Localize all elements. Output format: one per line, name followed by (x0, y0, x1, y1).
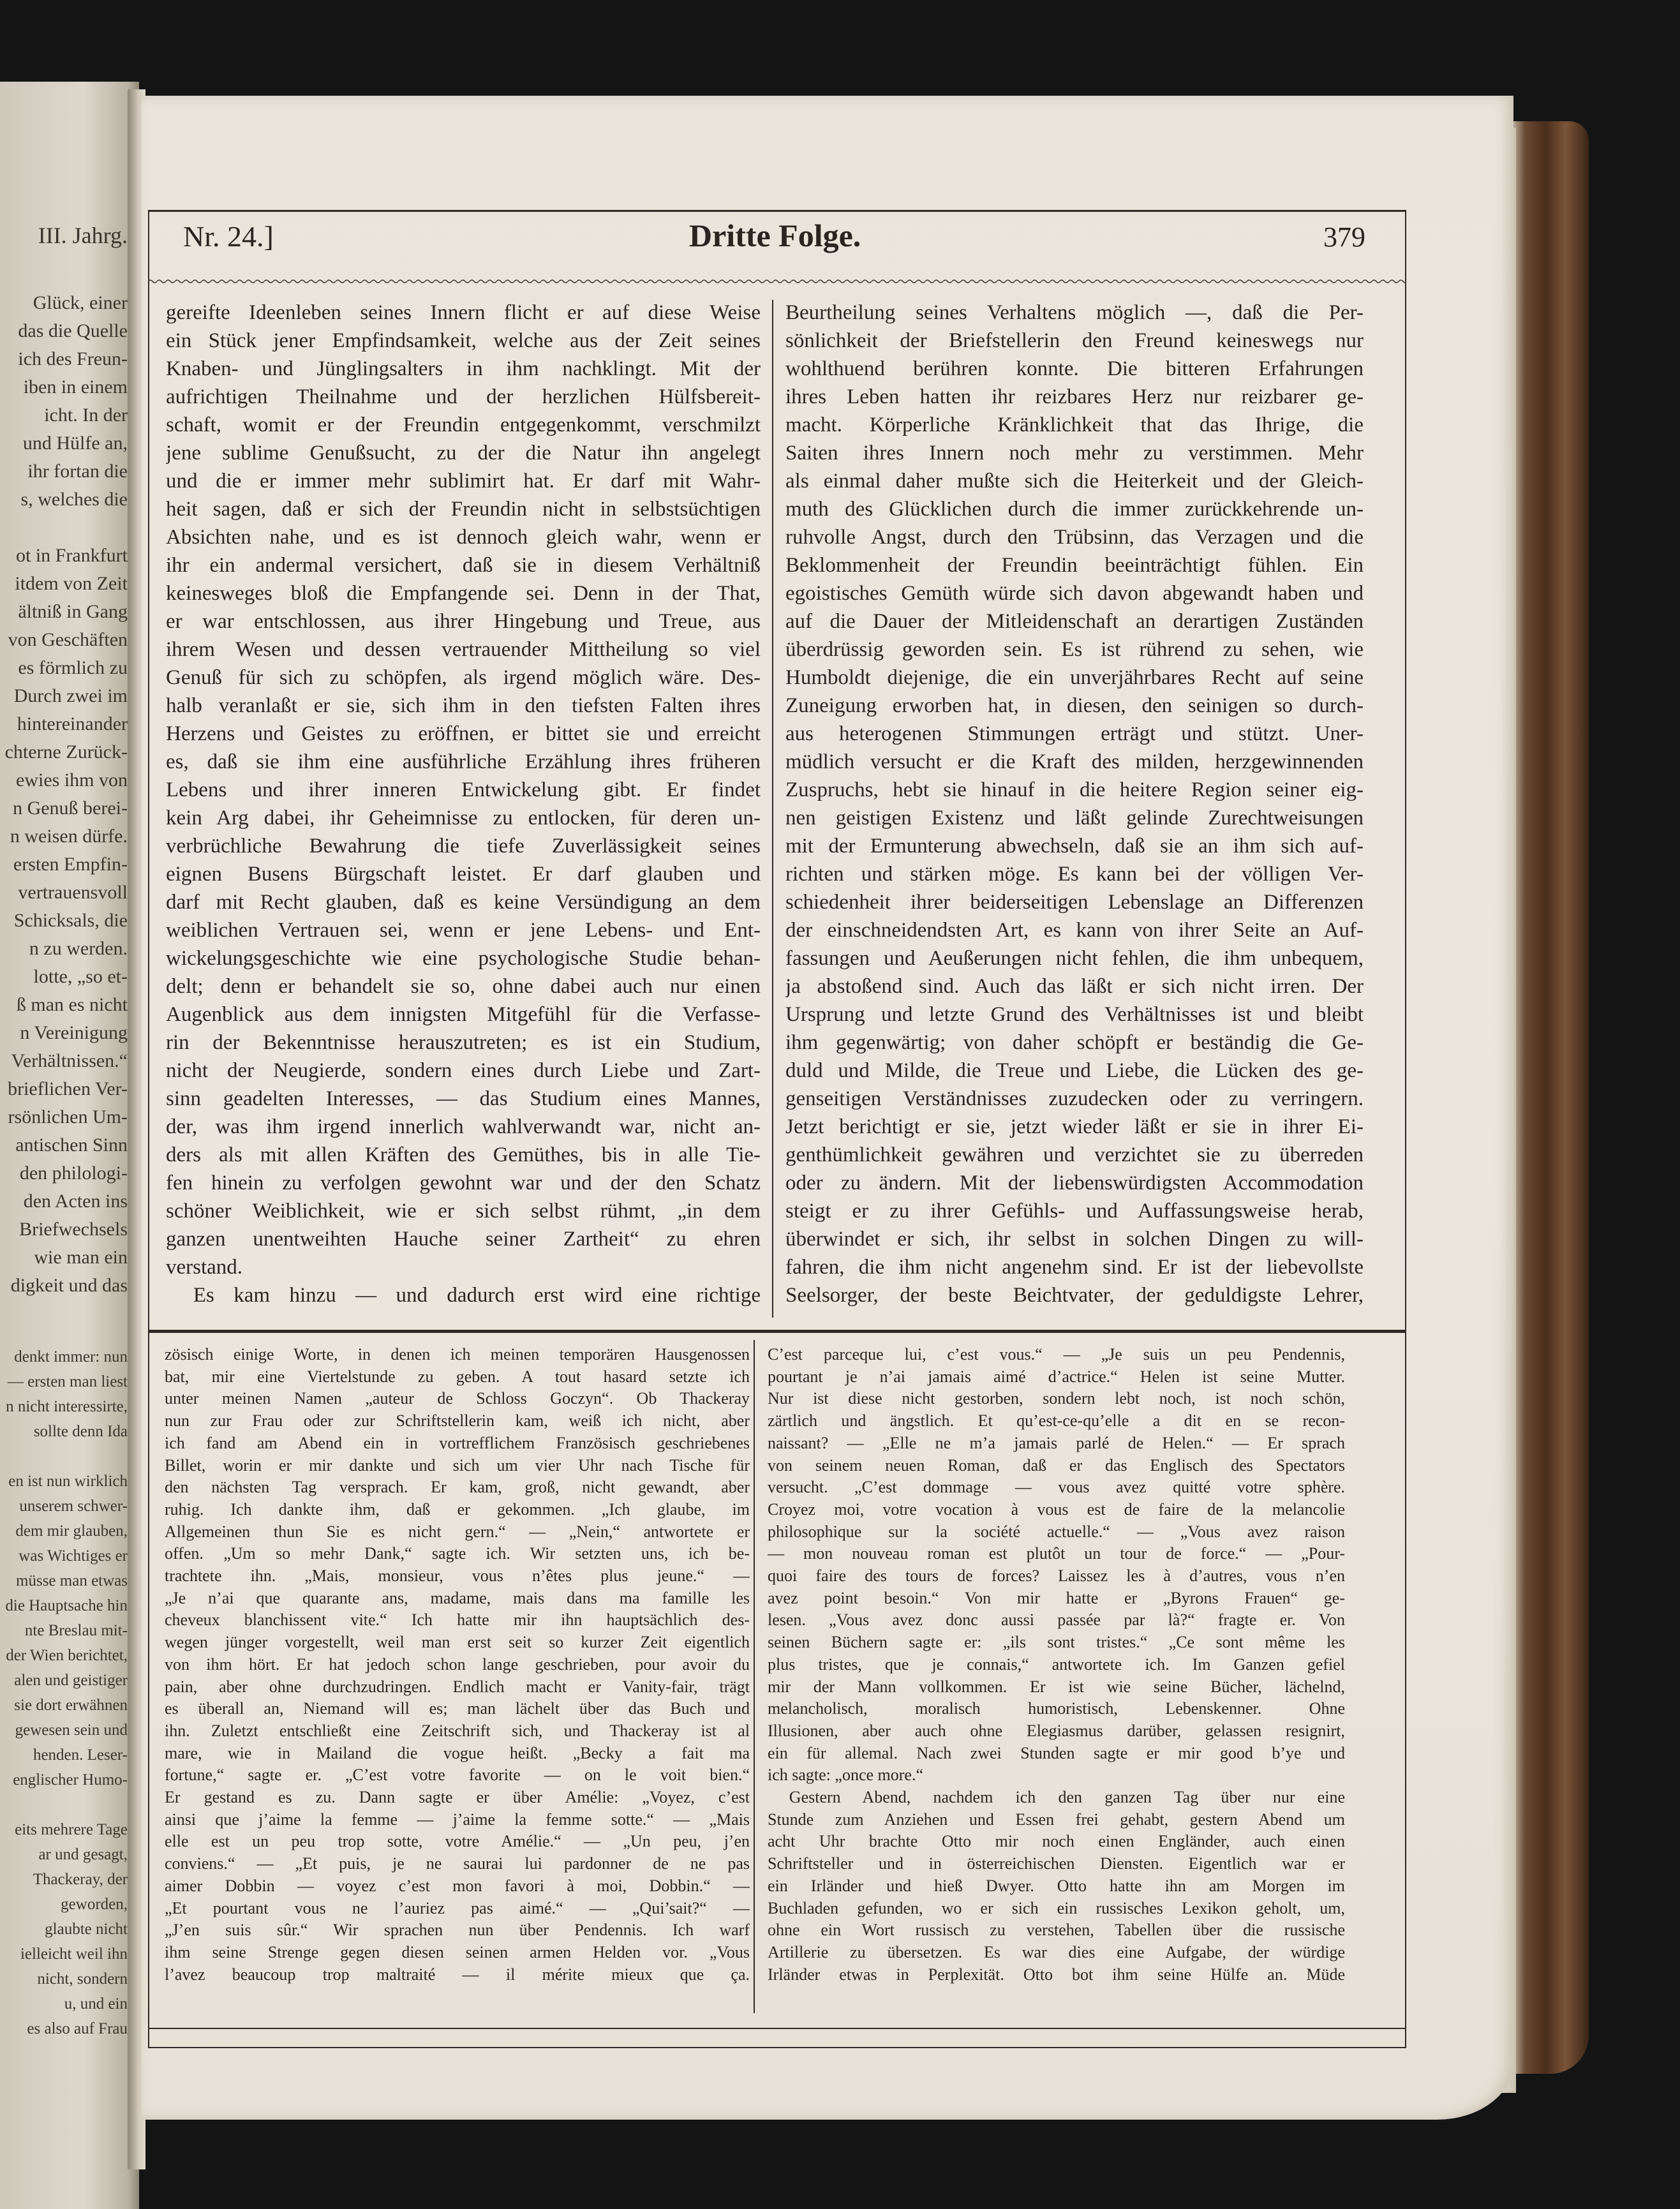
text-line: cheveux blanchissent vite.“ Ich hatte mir ihn hauptsächlich des- (165, 1610, 750, 1630)
text-line: mare, wie in Mailand die vogue heißt. „Becky a fait ma (165, 1743, 750, 1762)
facing-page-line: ar und gesagt, (38, 1846, 128, 1863)
text-line: Es kam hinzu — und dadurch erst wird eine richtige (193, 1284, 761, 1307)
page-number: 379 (1323, 221, 1365, 253)
facing-page-line: was Wichtiges er (19, 1547, 128, 1565)
facing-page-line: unserem schwer- (19, 1498, 128, 1515)
text-line: ohne ein Wort russisch zu verstehen, Tabellen über die russische (768, 1921, 1345, 1940)
text-line: überwindet er sich, ihr selbst in solchen Dingen zu will- (785, 1228, 1364, 1251)
text-line: ein für allemal. Nach zwei Stunden sagte er mir good b’ye und (768, 1743, 1345, 1762)
text-line: Zuneigung erworben hat, in diesen, den seinigen so durch- (785, 694, 1364, 717)
text-line: nicht der Neugierde, sondern eines durch Liebe und Zart- (166, 1059, 761, 1082)
text-line: mir der Mann vollkommen. Er ist wie seine Bücher, lächelnd, (768, 1677, 1345, 1696)
text-line: pourtant je n’ai jamais aimé d’actrice.“ Helen ist seine Mutter. (768, 1367, 1345, 1386)
text-line: ainsi que j’aime la femme — j’aime la femme sotte.“ — „Mais (165, 1810, 750, 1829)
facing-page-line: — ersten man liest (7, 1373, 128, 1390)
text-line: bat, mir eine Viertelstunde zu geben. A tout hasard setzte ich (165, 1367, 750, 1386)
text-line: ich sagte: „once more.“ (768, 1766, 923, 1785)
text-line: wohlthuend berühren konnte. Die bitteren Erfahrungen (785, 357, 1364, 380)
facing-page-line: ich des Freun- (18, 348, 128, 369)
text-line: Er gestand es zu. Dann sagte er über Amélie: „Voyez, c’est (165, 1788, 750, 1806)
facing-page-header: III. Jahrg. (38, 223, 128, 248)
text-line: weiblichen Vertrauen sei, wenn er jene Lebens- und Ent- (166, 919, 761, 942)
text-line: oder zu ändern. Mit der liebenswürdigsten Accommodation (785, 1171, 1364, 1194)
text-line: halb veranlaßt er sie, sich ihm in den tiefsten Falten ihres (166, 694, 761, 717)
facing-page-line: ihr fortan die (27, 461, 128, 482)
facing-page-line: hintereinander (17, 713, 128, 734)
facing-page-line: n zu werden. (29, 938, 128, 959)
text-line: Lebens und ihrer inneren Entwickelung gibt. Er findet (166, 778, 761, 801)
text-line: Buchladen gefunden, wo er sich ein russisches Lexikon geholt, um, (768, 1898, 1345, 1917)
facing-page-line: Verhältnissen.“ (11, 1050, 128, 1071)
facing-page-line: brieflichen Ver- (8, 1078, 128, 1099)
text-line: melancholisch, moralisch humoristisch, Lebenskenner. Ohne (768, 1699, 1345, 1718)
facing-page-line: englischer Humo- (13, 1771, 128, 1789)
facing-page-line: geworden, (61, 1896, 128, 1913)
facing-page-line: henden. Leser- (33, 1746, 128, 1764)
text-line: wickelungsgeschichte wie eine psychologische Studie behan- (166, 947, 761, 970)
facing-page-line: vertrauensvoll (18, 882, 128, 903)
lower-right-column (768, 1344, 1345, 2020)
facing-page-line: icht. In der (44, 405, 128, 426)
text-line: trachtete ihn. „Mais, monsieur, vous n’êtes plus jeune.“ — (165, 1566, 750, 1585)
text-line: verbrüchliche Bewahrung die tiefe Zuverlässigkeit seines (166, 835, 761, 858)
text-line: zösisch einige Worte, in denen ich meinen temporären Hausgenossen (165, 1345, 750, 1364)
text-line: Allgemeinen thun Sie es nicht gern.“ — „Nein,“ antwortete er (165, 1522, 750, 1541)
facing-page-line: von Geschäften (8, 629, 128, 650)
text-line: überdrüssig geworden sein. Es ist rührend zu sehen, wie (785, 638, 1364, 661)
text-line: fahren, die ihm nicht angenehm sind. Er ist der liebevollste (785, 1256, 1364, 1279)
facing-page-line: Schicksals, die (13, 910, 128, 931)
text-line: müdlich versucht er die Kraft des milden, herzgewinnenden (785, 750, 1364, 773)
facing-page-line: ältniß in Gang (18, 601, 128, 622)
facing-page-line: chterne Zurück- (4, 741, 128, 762)
facing-page-line: Glück, einer (33, 292, 128, 313)
text-line: sönlichkeit der Briefstellerin den Freund keineswegs nur (785, 329, 1364, 352)
text-line: Humboldt diejenige, die ein unverjährbares Recht auf seine (785, 666, 1364, 689)
text-line: Knaben- und Jünglingsalters in ihm nachklingt. Mit der (166, 357, 761, 380)
text-line: „Je n’ai que quarante ans, madame, mais dans ma famille les (165, 1588, 750, 1607)
text-line: darf mit Recht glauben, daß es keine Versündigung an dem (166, 891, 761, 914)
facing-page-line: es also auf Frau (27, 2020, 128, 2037)
facing-page-line: die Hauptsache hin (5, 1597, 128, 1614)
upper-left-column (166, 299, 761, 1320)
text-line: Schriftsteller und in österreichischen Diensten. Eigentlich war er (768, 1854, 1345, 1873)
text-line: Croyez moi, votre vocation à vous est de faire de la melancolie (768, 1499, 1345, 1519)
text-line: heit sagen, daß er sich der Freundin nicht in selbstsüchtigen (166, 498, 761, 521)
text-line: von ihm hört. Er hat jedoch schon lange geschrieben, pour avoir du (165, 1655, 750, 1674)
facing-page-line: sollte denn Ida (33, 1423, 128, 1440)
text-line: Artillerie zu übersetzen. Es war dies eine Aufgabe, der würdige (768, 1942, 1345, 1961)
text-line: offen. „Um so mehr Dank,“ sagte ich. Wir setzten uns, ich be- (165, 1544, 750, 1563)
facing-page-line: ielleicht weil ihn (20, 1945, 128, 1963)
facing-page-line: iben in einem (23, 376, 128, 398)
text-line: den nächsten Tag versprach. Er kam, groß, nicht gewandt, aber (165, 1478, 750, 1497)
text-line: Jetzt berichtigt er sie, jetzt wieder läßt er sie in ihrer Ei- (785, 1115, 1364, 1138)
text-line: versucht. „C’est dommage — vous avez quitté votre sphère. (768, 1478, 1345, 1497)
text-line: „Et pourtant vous ne l’auriez pas aimé.“ — „Qui’sait?“ — (165, 1898, 750, 1917)
facing-page-line: der Wien berichtet, (6, 1647, 128, 1664)
facing-page-line: wie man ein (34, 1247, 128, 1268)
facing-page-line: n weisen dürfe. (10, 826, 128, 847)
upper-right-column (785, 299, 1364, 1320)
facing-page-line: Thackeray, der (33, 1871, 128, 1888)
text-line: von seinem neuen Roman, daß er das Englisch des Spectators (768, 1455, 1345, 1475)
frame-bottom-rule (148, 2028, 1406, 2029)
text-line: Irländer etwas in Perplexität. Otto bot ihm seine Hülfe an. Müde (768, 1965, 1345, 1984)
facing-page-line: u, und ein (64, 1995, 128, 2012)
text-line: ihm gegenwärtig; von daher schöpft er beständig die Ge- (785, 1031, 1364, 1054)
facing-page-line: dem mir glauben, (15, 1522, 128, 1540)
text-line: es überall an, Niemand will es; man lächelt über das Buch und (165, 1699, 750, 1718)
text-line: Beklommenheit der Freundin beeinträchtigt fühlen. Ein (785, 554, 1364, 577)
facing-page-line: nte Breslau mit- (24, 1622, 128, 1639)
text-line: keinesweges bloß die Empfangende sei. Denn in der That, (166, 582, 761, 605)
text-line: plus tristes, que je connais,“ antwortete ich. Im Ganzen gefiel (768, 1655, 1345, 1674)
lower-left-column (165, 1344, 750, 2020)
text-line: ihm seine Strenge gegen diesen seinen armen Helden vor. „Vous (165, 1942, 750, 1961)
facing-page-line: digkeit und das (10, 1275, 128, 1296)
text-line: conviens.“ — „Et puis, je ne saurai lui pardonner de ne pas (165, 1854, 750, 1873)
text-line: genseitigen Verständnisses zuzudecken oder zu verringern. (785, 1087, 1364, 1110)
facing-page-line: itdem von Zeit (15, 573, 128, 594)
text-line: kein Arg dabei, ihr Geheimnisse zu entlocken, für deren un- (166, 807, 761, 829)
facing-page-line: es förmlich zu (18, 657, 128, 678)
text-line: fassungen und Aeußerungen nicht fehlen, die ihm unbequem, (785, 947, 1364, 970)
text-line: fen hinein zu verfolgen gewohnt war und der den Schatz (166, 1171, 761, 1194)
text-line: genthümlichkeit gewähren und verzichtet sie zu überreden (785, 1143, 1364, 1166)
text-line: Saiten ihres Innern noch mehr zu verstimmen. Mehr (785, 442, 1364, 465)
text-line: zärtlich und ängstlich. Et qu’est-ce-qu’elle a dit en se recon- (768, 1411, 1345, 1431)
text-line: ein Irländer und hieß Dwyer. Otto hatte ihn am Morgen im (768, 1876, 1345, 1895)
facing-page-left (0, 82, 139, 2209)
text-line: Stunde zum Anziehen und Essen frei gehabt, gestern Abend um (768, 1810, 1345, 1829)
text-line: steigt er zu ihrer Gefühls- und Auffassungsweise herab, (785, 1200, 1364, 1223)
facing-page-line: sie dort erwähnen (14, 1697, 128, 1714)
frame-bottom-rule-outer (148, 2047, 1406, 2048)
text-line: aufrichtigen Theilnahme und der herzlichen Hülfsbereit- (166, 385, 761, 408)
text-line: l’avez beaucoup trop maltraité — il mérite mieux que ça. (165, 1965, 750, 1984)
facing-page-line: eits mehrere Tage (15, 1821, 128, 1838)
text-line: avez point besoin.“ Von mir hatte er „Byrons Frauen“ ge- (768, 1588, 1345, 1607)
text-line: acht Uhr brachte Otto mir noch einen Engländer, auch einen (768, 1832, 1345, 1851)
text-line: — mon nouveau roman est plutôt un tour de force.“ — „Pour- (768, 1544, 1345, 1563)
facing-page-line: antischen Sinn (15, 1134, 128, 1156)
facing-page-line: ß man es nicht (16, 994, 128, 1015)
text-line: Zuspruchs, hebt sie hinauf in die heitere Region seiner eig- (785, 778, 1364, 801)
text-line: mit der Ermunterung abwechseln, daß sie an ihm sich auf- (785, 835, 1364, 858)
text-line: philosophique sur la société actuelle.“ — „Vous avez raison (768, 1522, 1345, 1541)
text-line: rin der Bekenntnisse herauszutreten; es ist ein Studium, (166, 1031, 761, 1054)
text-line: Genuß für sich zu schöpfen, als irgend möglich wäre. Des- (166, 666, 761, 689)
text-line: ihres Leben hatten ihr reizbares Herz nur reizbarer ge- (785, 385, 1364, 408)
text-line: Illusionen, aber auch ohne Elegiasmus darüber, gelassen resignirt, (768, 1721, 1345, 1740)
issue-number: Nr. 24.] (183, 220, 274, 253)
facing-page-line: ewies ihm von (16, 770, 128, 791)
text-line: Nur ist diese nicht gestorben, sondern lebt noch, ist noch schön, (768, 1389, 1345, 1408)
facing-page-line: lotte, „so et- (33, 966, 128, 987)
facing-page-line: müsse man etwas (16, 1572, 128, 1589)
text-line: Seelsorger, der beste Beichtvater, der geduldigste Lehrer, (785, 1284, 1364, 1307)
wavy-header-rule (148, 277, 1406, 286)
text-line: ganzen unentweihten Hauche seiner Zartheit“ zu ehren (166, 1228, 761, 1251)
facing-page-line: n nicht interessirte, (6, 1398, 128, 1415)
text-line: richten und stärken möge. Es kann bei der völligen Ver- (785, 863, 1364, 886)
text-line: ich fand am Abend ein in vortrefflichem Französisch geschriebenes (165, 1433, 750, 1452)
text-line: aus heterogenen Stimmungen erträgt und stützt. Uner- (785, 722, 1364, 745)
text-line: nun zur Frau oder zur Schriftstellerin kam, weiß ich nicht, aber (165, 1411, 750, 1431)
text-line: duld und Milde, die Treue und Liebe, die Lücken des ge- (785, 1059, 1364, 1082)
text-line: delt; denn er behandelt sie so, ohne dabei auch nur einen (166, 975, 761, 998)
text-line: er war entschlossen, aus ihrer Hingebung und Treue, aus (166, 610, 761, 633)
facing-page-line: n Vereinigung (20, 1022, 128, 1043)
text-line: der, was ihm irgend innerlich wahlverwandt war, nicht an- (166, 1115, 761, 1138)
facing-page-line: s, welches die (20, 489, 128, 510)
column-divider-lower (754, 1340, 755, 2013)
text-line: Absichten nahe, und es ist dennoch gleich wahr, wenn er (166, 526, 761, 549)
text-line: als einmal daher mußte sich die Heiterkeit und der Gleich- (785, 470, 1364, 493)
text-line: ihr ein andermal versichert, daß sie in diesem Verhältniß (166, 554, 761, 577)
text-line: es, daß sie ihm eine ausführliche Erzählung ihres früheren (166, 750, 761, 773)
frame-right-rule (1405, 210, 1406, 2048)
text-line: Herzens und Geistes zu eröffnen, er bittet sie und erreicht (166, 722, 761, 745)
facing-page-line: den philologi- (19, 1163, 128, 1184)
facing-page-line: alen und geistiger (14, 1672, 128, 1689)
text-line: Billet, worin er mir dankte und sich um vier Uhr nach Tische für (165, 1455, 750, 1475)
facing-page-line: ot in Frankfurt (16, 545, 128, 566)
text-line: Ursprung und letzte Grund des Verhältnisses ist und bleibt (785, 1003, 1364, 1026)
frame-top-rule (148, 210, 1406, 212)
text-line: elle est un peu trop sotte, votre Amélie.“ — „Un peu, j’en (165, 1832, 750, 1851)
text-line: auf die Dauer der Mitleidenschaft an derartigen Zuständen (785, 610, 1364, 633)
text-line: C’est parceque lui, c’est vous.“ — „Je suis un peu Pendennis, (768, 1345, 1345, 1364)
running-title: Dritte Folge. (689, 218, 861, 253)
column-divider-upper (772, 300, 773, 1318)
frame-left-rule (148, 210, 149, 2048)
text-line: fortune,“ sagte er. „C’est votre favorite — on le voit bien.“ (165, 1766, 750, 1785)
facing-page-line: gewesen sein und (15, 1722, 128, 1739)
text-line: schöner Weiblichkeit, wie er sich selbst rühmt, „in dem (166, 1200, 761, 1223)
text-line: egoistisches Gemüth würde sich davon abgewandt haben und (785, 582, 1364, 605)
section-separator (148, 1330, 1406, 1333)
text-line: wegen jünger vorgestellt, weil man erst seit so kurzer Zeit eigentlich (165, 1633, 750, 1652)
facing-page-line: ersten Empfin- (13, 854, 128, 875)
text-line: ja abstoßend sind. Auch das läßt er sich nicht irren. Der (785, 975, 1364, 998)
book-binding (1511, 121, 1589, 2074)
facing-page-line: Durch zwei im (13, 685, 128, 706)
text-line: ders als mit allen Kräften des Gemüthes, bis in alle Tie- (166, 1143, 761, 1166)
text-line: ihrem Wesen und dessen vertrauender Mittheilung so viel (166, 638, 761, 661)
text-line: der einschneidendsten Art, es kann von ihrer Seite an Auf- (785, 919, 1364, 942)
text-line: gereifte Ideenleben seines Innern flicht er auf diese Weise (166, 301, 761, 324)
text-line: schaft, womit er der Freundin entgegenkommt, verschmilzt (166, 413, 761, 436)
text-line: lesen. „Vous avez donc aussi passée par là?“ fragte er. Von (768, 1610, 1345, 1630)
text-line: „J’en suis sûr.“ Wir sprachen nun über Pendennis. Ich warf (165, 1921, 750, 1940)
text-line: quoi faire des tours de forces? Laissez les à d’autres, vous n’en (768, 1566, 1345, 1585)
text-line: unter meinen Namen „auteur de Schloss Goczyn“. Ob Thackeray (165, 1389, 750, 1408)
facing-page-line: Briefwechsels (19, 1219, 128, 1240)
text-line: muth des Glücklichen durch die immer zurückkehrende un- (785, 498, 1364, 521)
text-line: ruhig. Ich dankte ihm, daß er gekommen. „Ich glaube, im (165, 1499, 750, 1519)
facing-page-line: glaubte nicht (45, 1921, 128, 1938)
facing-page-line: n Genuß berei- (13, 798, 128, 819)
text-line: aimer Dobbin — voyez c’est mon favori à moi, Dobbin.“ — (165, 1876, 750, 1895)
facing-page-line: und Hülfe an, (22, 433, 128, 454)
text-line: ein Stück jener Empfindsamkeit, welche aus der Zeit seines (166, 329, 761, 352)
text-line: pain, aber ohne durchzudringen. Endlich macht er Vanity-fair, trägt (165, 1677, 750, 1696)
facing-page-line: den Acten ins (23, 1191, 128, 1212)
text-line: ruhvolle Angst, durch den Trübsinn, das Verzagen und die (785, 526, 1364, 549)
text-line: und die er immer mehr sublimirt hat. Er darf mit Wahr- (166, 470, 761, 493)
text-line: schiedenheit ihrer beiderseitigen Lebenslage an Differenzen (785, 891, 1364, 914)
text-line: sinn geadelten Interesses, — das Studium eines Mannes, (166, 1087, 761, 1110)
text-line: jene sublime Genußsucht, zu der die Natur ihn angelegt (166, 442, 761, 465)
text-line: Gestern Abend, nachdem ich den ganzen Tag über nur eine (789, 1788, 1345, 1806)
facing-page-line: rsönlichen Um- (8, 1106, 128, 1127)
facing-page-line: denkt immer: nun (14, 1348, 128, 1365)
text-line: eignen Busens Bürgschaft leistet. Er darf glauben und (166, 863, 761, 886)
text-line: nen geistigen Existenz und läßt gelinde Zurechtweisungen (785, 807, 1364, 829)
facing-page-line: en ist nun wirklich (8, 1473, 128, 1490)
text-line: macht. Körperliche Kränklichkeit that das Ihrige, die (785, 413, 1364, 436)
text-line: Beurtheilung seines Verhaltens möglich —, daß die Per- (785, 301, 1364, 324)
text-line: ihn. Zuletzt entschließt eine Zeitschrift sich, und Thackeray ist al (165, 1721, 750, 1740)
text-line: verstand. (166, 1256, 243, 1279)
text-line: Augenblick aus dem innigsten Mitgefühl für die Verfasse- (166, 1003, 761, 1026)
facing-page-line: das die Quelle (18, 320, 128, 341)
text-line: seinen Büchern sagte er: „ils sont tristes.“ „Ce sont même les (768, 1633, 1345, 1652)
text-line: naissant? — „Elle ne m’a jamais parlé de Helen.“ — Er sprach (768, 1433, 1345, 1452)
facing-page-line: nicht, sondern (37, 1970, 128, 1988)
